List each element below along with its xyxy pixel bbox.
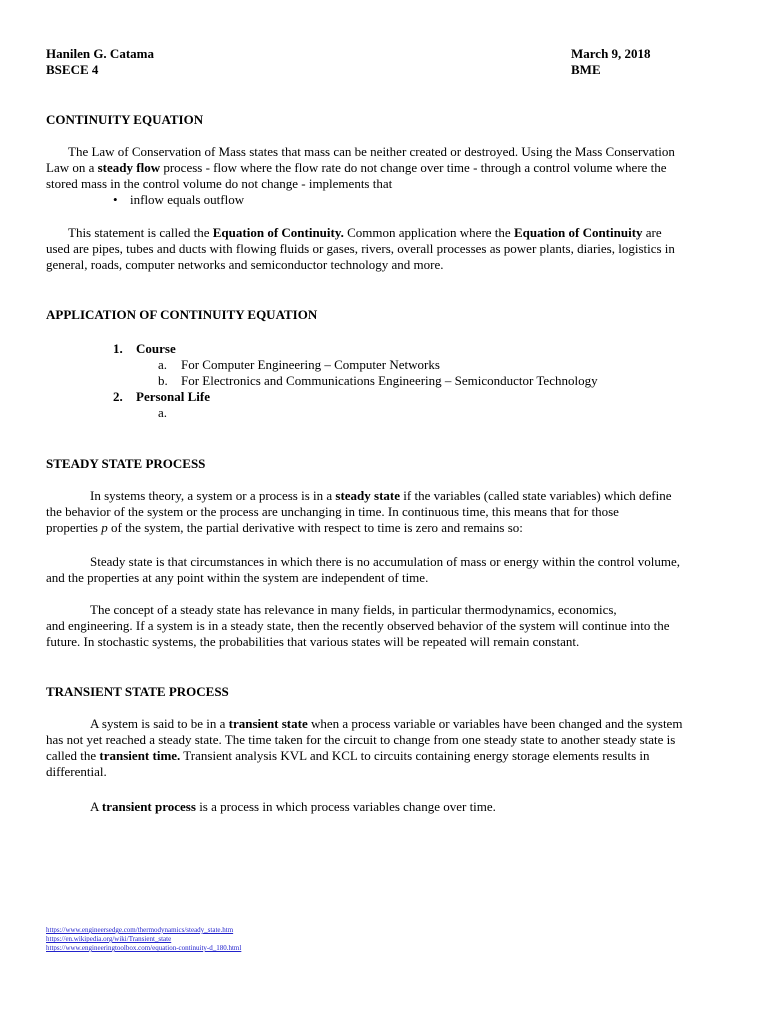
steady-p2-line1: Steady state is that circumstances in which there is no accumulation of mass or energy within the control volume,: [90, 554, 681, 569]
transient-p1-line4: differential.: [46, 764, 107, 779]
text-run: In systems theory, a system or a process is in a: [90, 488, 336, 503]
text-run: A: [90, 799, 102, 814]
transient-p1-line2: has not yet reached a steady state. The time taken for the circuit to change from one steady state to another steady state is: [46, 732, 676, 747]
bullet-icon: •: [113, 192, 118, 207]
text-run: are: [642, 225, 662, 240]
transient-p1-line1: [46, 716, 746, 732]
bold-term-equation: Equation of Continuity: [513, 225, 643, 240]
transient-p2-line1: [46, 799, 746, 815]
section-heading-transient-state: TRANSIENT STATE PROCESS: [46, 684, 229, 699]
steady-paragraph-2: [46, 554, 746, 586]
text-run: process - flow where the flow rate do not change over time - through a control volume where the: [160, 160, 667, 175]
list-item-personal-life: Personal Life: [136, 389, 211, 404]
continuity-p2-line3: general, roads, computer networks and semiconductor technology and more.: [46, 257, 444, 272]
bold-term-steady-state: steady state: [335, 488, 401, 503]
steady-p1-line2: the behavior of the system or the process are unchanging in time. In continuous time, this means that for those: [46, 504, 619, 519]
transient-p1-line3: [46, 748, 746, 764]
continuity-paragraph-1: [46, 144, 746, 192]
text-run: of the system, the partial derivative with respect to time is zero and remains so:: [107, 520, 523, 535]
continuity-p1-line3: stored mass in the control volume do not change - implements that: [46, 176, 393, 191]
transient-paragraph-1: [46, 716, 746, 780]
list-number: 1.: [113, 341, 123, 356]
bold-term-transient-state: transient state: [228, 716, 308, 731]
steady-paragraph-1: [46, 488, 746, 536]
section-heading-continuity: CONTINUITY EQUATION: [46, 112, 204, 127]
transient-paragraph-2: [46, 799, 746, 815]
steady-p1-line1: [46, 488, 746, 504]
bold-term-equation: Equation of Continuity.: [212, 225, 344, 240]
list-letter: a.: [158, 357, 168, 372]
steady-p3-line1: The concept of a steady state has relevance in many fields, in particular thermodynamics, economics,: [90, 602, 617, 617]
section-heading-application: APPLICATION OF CONTINUITY EQUATION: [46, 307, 318, 322]
continuity-p2-line2: used are pipes, tubes and ducts with flowing fluids or gases, rivers, overall processes as power plants, diaries, logistics in: [46, 241, 675, 256]
steady-p1-line3: [46, 520, 746, 536]
text-run: A system is said to be in a: [90, 716, 229, 731]
text-run: when a process variable or variables have been changed and the system: [307, 716, 683, 731]
source-link-wikipedia[interactable]: https://en.wikipedia.org/wiki/Transient_state: [46, 935, 172, 943]
text-run: This statement is called the: [68, 225, 213, 240]
list-number: 2.: [113, 389, 123, 404]
document-date: March 9, 2018: [571, 46, 651, 61]
steady-p3-line2: and engineering. If a system is in a steady state, then the recently observed behavior of the system will continue into the: [46, 618, 670, 633]
continuity-paragraph-2: [46, 225, 746, 273]
source-links: [46, 926, 241, 953]
text-run: properties: [46, 520, 102, 535]
section-heading-steady-state: STEADY STATE PROCESS: [46, 456, 206, 471]
list-letter: a.: [158, 405, 168, 420]
steady-p3-line3: future. In stochastic systems, the probabilities that various states will be repeated will remain constant.: [46, 634, 580, 649]
italic-variable-p: p: [101, 520, 108, 535]
list-subitem-computer-networks: For Computer Engineering – Computer Networks: [181, 357, 440, 372]
bold-term-transient-process: transient process: [101, 799, 196, 814]
text-run: called the: [46, 748, 100, 763]
list-subitem-semiconductor: For Electronics and Communications Engineering – Semiconductor Technology: [181, 373, 598, 388]
text-run: Common application where the: [343, 225, 514, 240]
steady-p2-line2: and the properties at any point within the system are independent of time.: [46, 570, 429, 585]
text-run: Law on a: [46, 160, 98, 175]
text-run: is a process in which process variables change over time.: [195, 799, 496, 814]
text-run: if the variables (called state variables) which define: [400, 488, 672, 503]
continuity-p1-line2: [46, 160, 746, 176]
subject-label: BME: [571, 62, 601, 77]
continuity-p1-line1: The Law of Conservation of Mass states that mass can be neither created or destroyed. Using the Mass Conservation: [68, 144, 675, 159]
author-name: Hanilen G. Catama: [46, 46, 154, 61]
bold-term-transient-time: transient time.: [99, 748, 181, 763]
source-link-engineeringtoolbox[interactable]: https://www.engineeringtoolbox.com/equation-continuity-d_180.html: [46, 944, 242, 952]
text-run: Transient analysis KVL and KCL to circuits containing energy storage elements results in: [180, 748, 650, 763]
bullet-item-inflow: inflow equals outflow: [130, 192, 245, 207]
source-link-engineersedge[interactable]: https://www.engineersedge.com/thermodynamics/steady_state.htm: [46, 926, 234, 934]
list-letter: b.: [158, 373, 168, 388]
continuity-p2-line1: [46, 225, 746, 241]
bold-term-steady-flow: steady flow: [97, 160, 161, 175]
program-label: BSECE 4: [46, 62, 99, 77]
list-item-course: Course: [136, 341, 176, 356]
steady-paragraph-3: [46, 602, 746, 650]
